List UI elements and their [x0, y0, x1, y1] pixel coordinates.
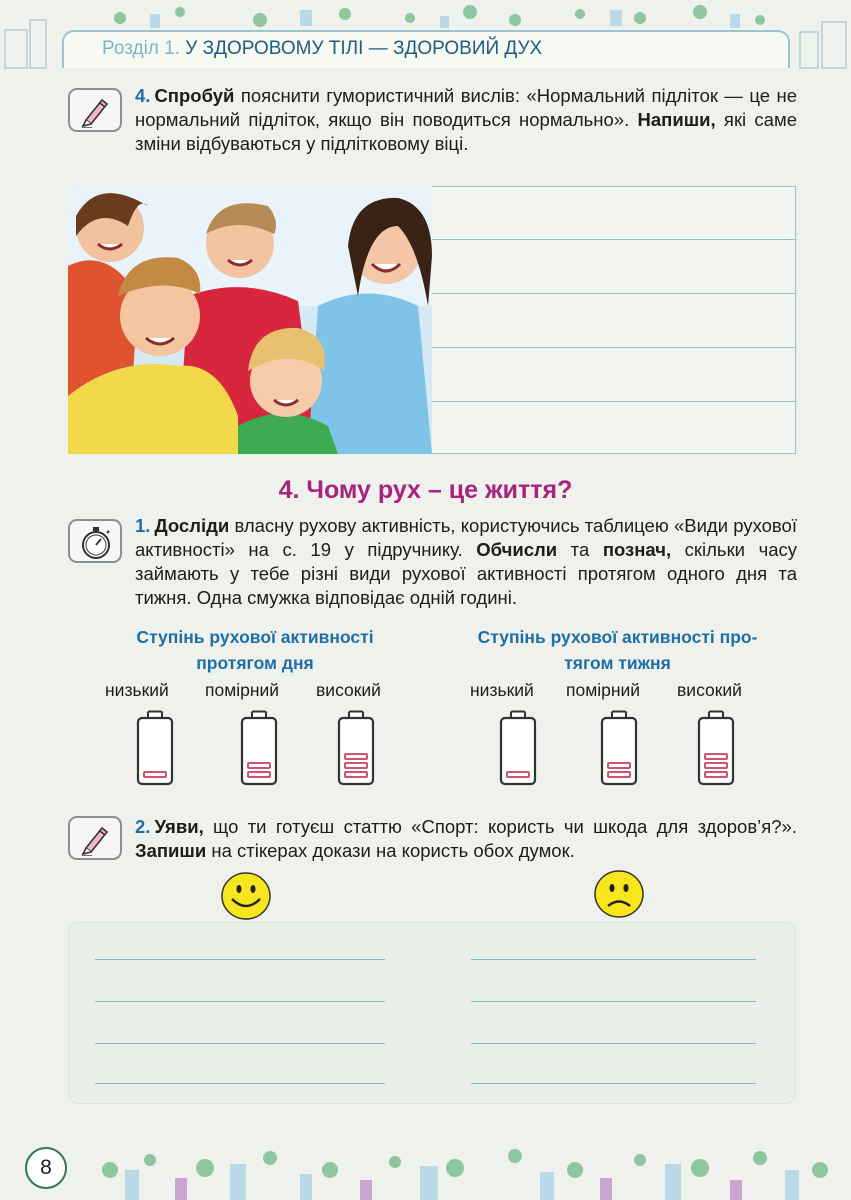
battery-bar: [705, 772, 727, 777]
battery-bar: [608, 763, 630, 768]
sticker-line-right[interactable]: [471, 959, 756, 960]
pen-icon: [78, 822, 112, 856]
battery-bar: [345, 754, 367, 759]
battery-bar: [608, 772, 630, 777]
sad-face-icon: [593, 869, 645, 919]
battery-bar: [144, 772, 166, 777]
sticker-line-left[interactable]: [95, 1043, 385, 1044]
answer-line: [432, 401, 795, 402]
sticker-line-right[interactable]: [471, 1001, 756, 1002]
task2-text: 2. Уяви, що ти готуєш статтю «Спорт: користь чи шкода для здоров’я?». Запиши на стікерах докази на користь обох думок.: [135, 816, 797, 861]
task4-answer-lines[interactable]: [432, 186, 796, 454]
battery-bar: [345, 763, 367, 768]
task1-text: 1. Досліди власну рухову активність, користуючись таблицею «Види рухової активності» на с. 19 у підручнику. Обчисли та познач, скільки часу займають у тебе різні види рухової активності протягом одного дня та тижня. Одна смужка відповідає одній годині.: [135, 515, 797, 608]
battery-bar: [705, 754, 727, 759]
task4-number: 4.: [135, 85, 151, 106]
battery-bar: [705, 763, 727, 768]
answer-line: [432, 293, 795, 294]
task4-pen-icon: [68, 88, 122, 132]
task1-stopwatch-icon: [68, 519, 122, 563]
sticker-line-right[interactable]: [471, 1043, 756, 1044]
sticker-area: [68, 922, 796, 1104]
page-number: 8: [40, 1156, 52, 1179]
battery-bar: [345, 772, 367, 777]
sticker-line-left[interactable]: [95, 1083, 385, 1084]
battery-day-low[interactable]: [136, 710, 174, 786]
answer-line: [432, 347, 795, 348]
sticker-line-left[interactable]: [95, 959, 385, 960]
answer-line: [432, 239, 795, 240]
week-level-high: високий: [677, 680, 742, 700]
battery-day-moderate[interactable]: [240, 710, 278, 786]
battery-bar: [248, 772, 270, 777]
header-title: [102, 38, 542, 60]
day-level-low: низький: [105, 680, 169, 700]
task1-number: 1.: [135, 515, 151, 536]
happy-face-icon: [220, 871, 272, 921]
task4-text: 4. Спробуй пояснити гумористичний вислів: «Нормальний підліток — це не нормальний підліток, якщо він поводиться нормально». Напиши, які саме зміни відбуваються у підлітковому віці.: [135, 85, 797, 154]
stopwatch-icon: [78, 525, 114, 561]
pen-icon: [78, 94, 112, 128]
day-level-high: високий: [316, 680, 381, 700]
section-title: 4. Чому рух – це життя?: [278, 476, 573, 504]
sticker-line-right[interactable]: [471, 1083, 756, 1084]
teenagers-photo: [68, 186, 432, 454]
task2-number: 2.: [135, 816, 151, 837]
battery-bar: [248, 763, 270, 768]
week-level-moderate: помірний: [566, 680, 641, 700]
battery-week-high[interactable]: [697, 710, 735, 786]
week-level-low: низький: [470, 680, 534, 700]
battery-day-high[interactable]: [337, 710, 375, 786]
footer-decoration: [0, 1130, 851, 1200]
battery-week-moderate[interactable]: [600, 710, 638, 786]
day-level-moderate: помірний: [205, 680, 280, 700]
battery-bar: [507, 772, 529, 777]
day-activity-heading: Ступінь рухової активності протягом дня: [136, 627, 374, 673]
header-chapter-title: У ЗДОРОВОМУ ТІЛІ — ЗДОРОВИЙ ДУХ: [185, 38, 543, 59]
task2-pen-icon: [68, 816, 122, 860]
sticker-line-left[interactable]: [95, 1001, 385, 1002]
battery-week-low[interactable]: [499, 710, 537, 786]
header-section: Розділ 1.: [102, 38, 181, 59]
week-activity-heading: Ступінь рухової активності про- тягом тижня: [477, 627, 758, 673]
